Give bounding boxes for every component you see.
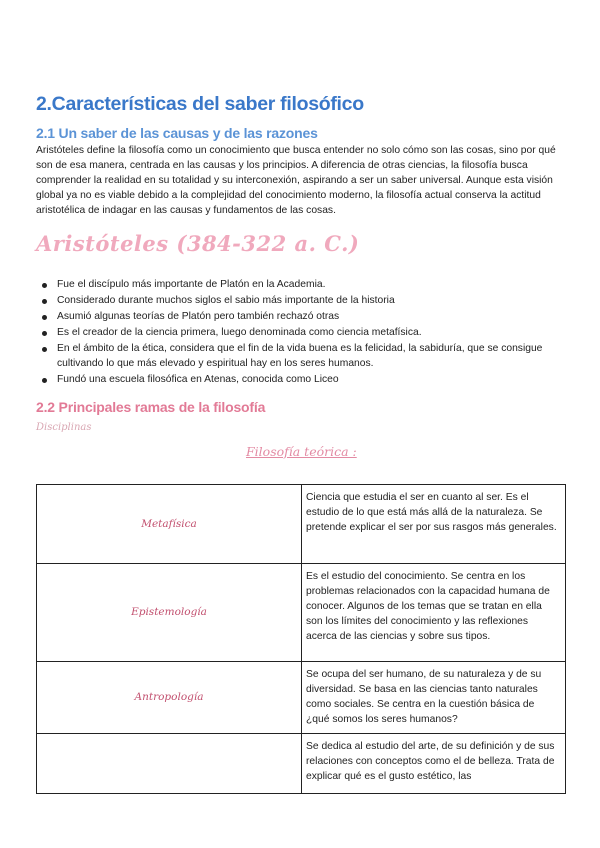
list-item: [36, 326, 564, 341]
disciplines-table: [36, 484, 566, 794]
bullet-text: Considerado durante muchos siglos el sabio más importante de la historia: [57, 295, 395, 306]
table-row: [37, 662, 566, 734]
discipline-name: [37, 734, 302, 794]
bullet-dot-icon: [42, 315, 47, 320]
list-item: [36, 278, 564, 293]
bullet-dot-icon: [42, 283, 47, 288]
list-item: [36, 342, 564, 371]
aristoteles-heading: Aristóteles (384-322 a. C.): [36, 231, 360, 256]
list-item: [36, 310, 564, 325]
subsection-title-causas: 2.1 Un saber de las causas y de las razones: [36, 125, 318, 141]
intro-paragraph: Aristóteles define la filosofía como un conocimiento que busca entender no solo cómo son las cosas, sino por qué son de esa manera, centrada en las causas y los principios. A diferencia de otras ciencias, la filosofía busca comprender la realidad en su totalidad y su interconexión, aspirando a ser un saber universal. Aunque esta visión global ya no es viable debido a la complejidad del conocimiento moderno, la filosofía actual conserva la actitud aristotélica de indagar en las causas y fundamentos de las cosas.: [36, 145, 556, 216]
discipline-name: Antropología: [37, 662, 302, 734]
bullet-text: En el ámbito de la ética, considera que el fin de la vida buena es la felicidad, la sabiduría, que se consigue cultivando lo que más elevado y espiritual hay en los seres humanos.: [57, 343, 543, 369]
bullet-text: Es el creador de la ciencia primera, luego denominada como ciencia metafísica.: [57, 327, 422, 338]
aristoteles-bullet-list: [36, 278, 564, 389]
bullet-dot-icon: [42, 378, 47, 383]
discipline-description: Ciencia que estudia el ser en cuanto al ser. Es el estudio de lo que está más allá de la naturaleza. Se pretende explicar el ser por sus rasgos más generales.: [302, 485, 566, 564]
discipline-description: Es el estudio del conocimiento. Se centra en los problemas relacionados con la capacidad humana de conocer. Algunos de los temas que se tratan en ella son los límites del conocimiento y las reflexiones acerca de las ciencias y sobre sus tipos.: [302, 564, 566, 662]
section-title: 2.Características del saber filosófico: [36, 93, 364, 115]
discipline-name: Epistemología: [37, 564, 302, 662]
table-row: [37, 564, 566, 662]
filosofia-teorica-heading: Filosofía teórica :: [246, 444, 357, 459]
discipline-description: Se ocupa del ser humano, de su naturaleza y de su diversidad. Se basa en las ciencias tanto naturales como sociales. Se centra en la cuestión básica de ¿qué somos los seres humanos?: [302, 662, 566, 734]
table-row: [37, 734, 566, 794]
list-item: [36, 373, 564, 388]
list-item: [36, 294, 564, 309]
discipline-name: Metafísica: [37, 485, 302, 564]
bullet-dot-icon: [42, 299, 47, 304]
bullet-text: Fundó una escuela filosófica en Atenas, conocida como Liceo: [57, 373, 339, 385]
disciplinas-label: Disciplinas: [36, 422, 92, 433]
table-row: [37, 485, 566, 564]
bullet-text: Asumió algunas teorías de Platón pero también rechazó otras: [57, 311, 340, 322]
bullet-text: Fue el discípulo más importante de Platón en la Academia.: [57, 279, 326, 290]
discipline-description: Se dedica al estudio del arte, de su definición y de sus relaciones con conceptos como el de belleza. Trata de explicar qué es el gusto estético, las: [302, 734, 566, 794]
subsection-title-ramas: 2.2 Principales ramas de la filosofía: [36, 399, 266, 415]
bullet-dot-icon: [42, 347, 47, 352]
bullet-dot-icon: [42, 331, 47, 336]
